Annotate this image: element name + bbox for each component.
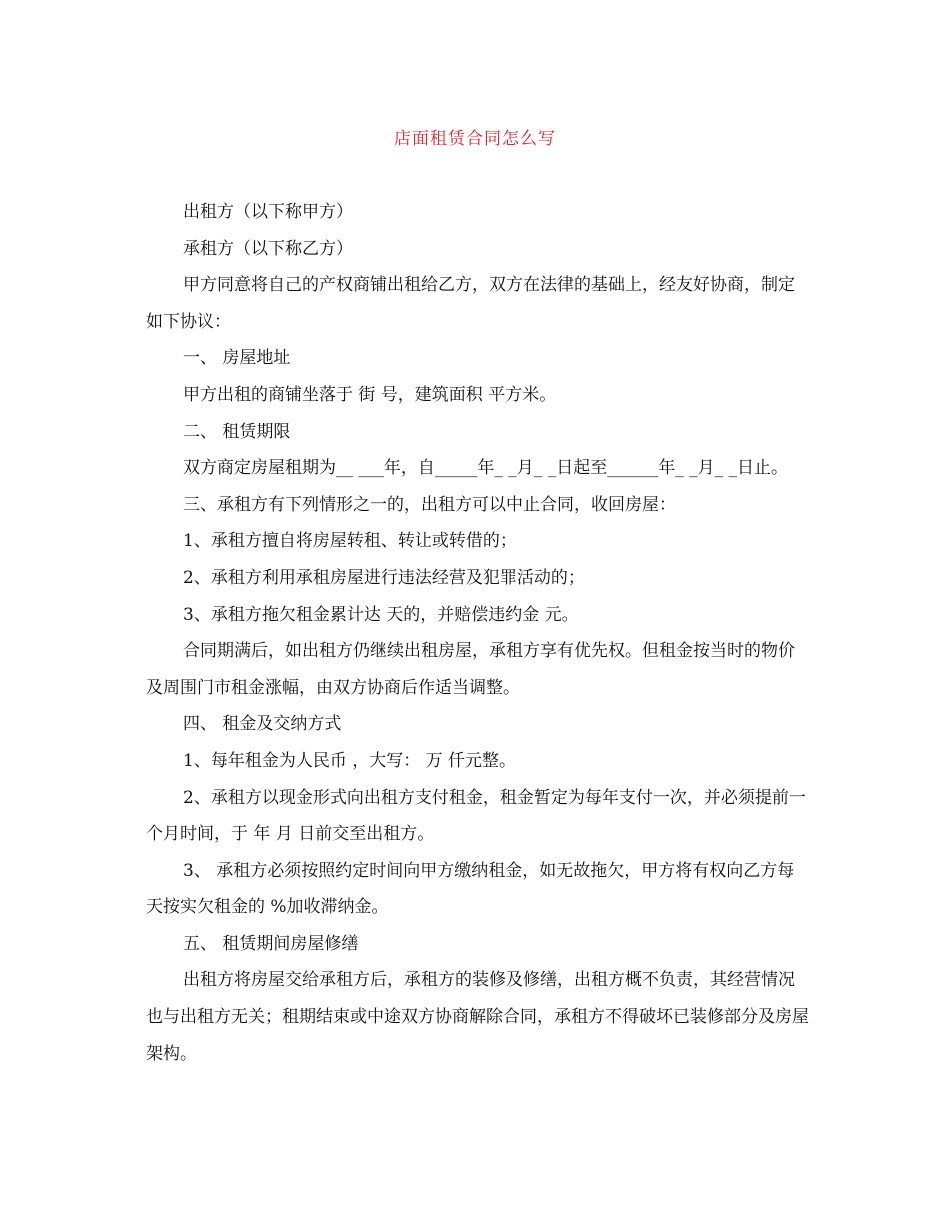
paragraph-lease-term: 双方商定房屋租期为__ ___年，自_____年_ _月_ _日起至______年_ _月_ _日止。 xyxy=(183,458,789,479)
heading-lease-term: 二、 租赁期限 xyxy=(183,421,291,442)
heading-property-address: 一、 房屋地址 xyxy=(183,348,291,369)
document-title: 店面租赁合同怎么写 xyxy=(394,129,556,149)
heading-termination-conditions: 三、承租方有下列情形之一的，出租方可以中止合同，收回房屋： xyxy=(183,494,676,515)
heading-rent-payment: 四、 租金及交纳方式 xyxy=(183,714,342,735)
document-body xyxy=(146,194,810,1072)
paragraph-property-address: 甲方出租的商铺坐落于 街 号，建筑面积 平方米。 xyxy=(183,384,557,405)
paragraph-repairs: 出租方将房屋交给承租方后，承租方的装修及修缮，出租方概不负责，其经营情况也与出租方无关；租期结束或中途双方协商解除合同，承租方不得破坏已装修部分及房屋架构。 xyxy=(146,970,809,1064)
list-item-rent-1: 1、每年租金为人民币 ，大写： 万 仟元整。 xyxy=(183,750,517,771)
paragraph-agreement-intro: 甲方同意将自己的产权商铺出租给乙方，双方在法律的基础上，经友好协商，制定如下协议： xyxy=(146,275,795,332)
paragraph-renewal: 合同期满后，如出租方仍继续出租房屋，承租方享有优先权。但租金按当时的物价及周围门市租金涨幅，由双方协商后作适当调整。 xyxy=(146,641,795,698)
list-item-termination-2: 2、承租方利用承租房屋进行违法经营及犯罪活动的； xyxy=(183,567,585,588)
list-item-rent-3: 3、 承租方必须按照约定时间向甲方缴纳租金，如无故拖欠，甲方将有权向乙方每天按实欠租金的 %加收滞纳金。 xyxy=(146,860,795,918)
paragraph-lessor: 出租方（以下称甲方） xyxy=(183,202,353,222)
paragraph-lessee: 承租方（以下称乙方） xyxy=(183,238,353,259)
list-item-termination-3: 3、承租方拖欠租金累计达 天的，并赔偿违约金 元。 xyxy=(183,604,579,625)
list-item-rent-2: 2、承租方以现金形式向出租方支付租金，租金暂定为每年支付一次，并必须提前一个月时间，于 年 月 日前交至出租方。 xyxy=(146,787,806,845)
heading-repairs: 五、 租赁期间房屋修缮 xyxy=(183,933,359,954)
list-item-termination-1: 1、承租方擅自将房屋转租、转让或转借的； xyxy=(183,531,517,552)
